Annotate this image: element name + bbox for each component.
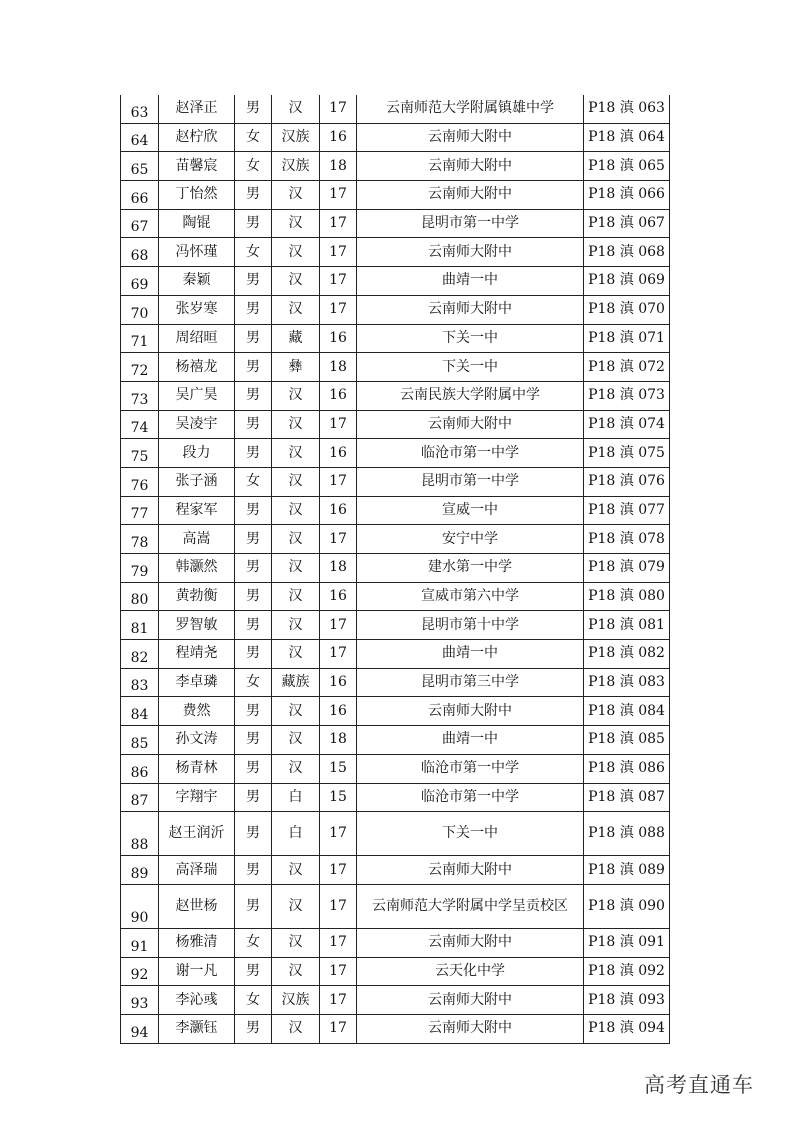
ethnicity-cell: 汉 [272,754,320,783]
name-cell: 陶锟 [159,209,235,238]
ethnicity-cell: 汉 [272,525,320,554]
name-cell: 周绍晅 [159,324,235,353]
age-cell: 18 [320,726,357,755]
school-cell: 宣威一中 [357,496,584,525]
table-row [121,467,670,496]
table-row [121,525,670,554]
age-cell: 17 [320,957,357,986]
row-number-cell: 78 [121,525,159,554]
name-cell: 黄勃衡 [159,582,235,611]
gender-cell: 男 [235,582,272,611]
gender-cell: 男 [235,181,272,210]
ethnicity-cell: 汉 [272,611,320,640]
table-row [121,611,670,640]
school-cell: 云南师大附中 [357,181,584,210]
code-cell: P18 滇 091 [584,928,670,957]
table-row [121,640,670,669]
name-cell: 费然 [159,697,235,726]
school-cell: 宣威市第六中学 [357,582,584,611]
school-cell: 云南师大附中 [357,697,584,726]
gender-cell: 女 [235,668,272,697]
ethnicity-cell: 彝 [272,353,320,382]
row-number-cell: 80 [121,582,159,611]
ethnicity-cell: 汉 [272,439,320,468]
code-cell: P18 滇 090 [584,884,670,928]
ethnicity-cell: 汉 [272,928,320,957]
gender-cell: 男 [235,812,272,856]
roster-body [121,95,670,1043]
age-cell: 18 [320,152,357,181]
school-cell: 云南师大附中 [357,856,584,885]
gender-cell: 男 [235,884,272,928]
age-cell: 17 [320,611,357,640]
code-cell: P18 滇 070 [584,295,670,324]
ethnicity-cell: 藏 [272,324,320,353]
gender-cell: 女 [235,986,272,1015]
school-cell: 曲靖一中 [357,726,584,755]
ethnicity-cell: 汉族 [272,152,320,181]
ethnicity-cell: 汉 [272,957,320,986]
school-cell: 云天化中学 [357,957,584,986]
ethnicity-cell: 汉 [272,640,320,669]
row-number-cell: 89 [121,856,159,885]
age-cell: 17 [320,209,357,238]
age-cell: 16 [320,668,357,697]
name-cell: 谢一凡 [159,957,235,986]
school-cell: 曲靖一中 [357,267,584,296]
code-cell: P18 滇 071 [584,324,670,353]
row-number-cell: 66 [121,181,159,210]
code-cell: P18 滇 094 [584,1014,670,1043]
age-cell: 17 [320,525,357,554]
code-cell: P18 滇 080 [584,582,670,611]
code-cell: P18 滇 086 [584,754,670,783]
ethnicity-cell: 汉 [272,267,320,296]
school-cell: 下关一中 [357,353,584,382]
code-cell: P18 滇 083 [584,668,670,697]
name-cell: 杨雅清 [159,928,235,957]
table-row [121,986,670,1015]
school-cell: 昆明市第一中学 [357,209,584,238]
code-cell: P18 滇 087 [584,783,670,812]
gender-cell: 男 [235,726,272,755]
watermark-text: 高考直通车 [644,1073,754,1097]
gender-cell: 女 [235,238,272,267]
gender-cell: 男 [235,1014,272,1043]
school-cell: 云南师范大学附属镇雄中学 [357,95,584,123]
name-cell: 赵王润沂 [159,812,235,856]
code-cell: P18 滇 079 [584,554,670,583]
ethnicity-cell: 汉族 [272,123,320,152]
table-row [121,697,670,726]
school-cell: 云南师大附中 [357,986,584,1015]
ethnicity-cell: 汉 [272,884,320,928]
gender-cell: 男 [235,410,272,439]
name-cell: 李沁彧 [159,986,235,1015]
row-number-cell: 75 [121,439,159,468]
table-row [121,238,670,267]
table-row [121,295,670,324]
school-cell: 临沧市第一中学 [357,439,584,468]
row-number-cell: 85 [121,726,159,755]
row-number-cell: 92 [121,957,159,986]
table-row [121,181,670,210]
row-number-cell: 91 [121,928,159,957]
name-cell: 吴凌宇 [159,410,235,439]
name-cell: 吴广昊 [159,381,235,410]
name-cell: 程靖尧 [159,640,235,669]
ethnicity-cell: 汉 [272,554,320,583]
age-cell: 17 [320,181,357,210]
code-cell: P18 滇 076 [584,467,670,496]
age-cell: 15 [320,754,357,783]
school-cell: 下关一中 [357,324,584,353]
name-cell: 秦颖 [159,267,235,296]
row-number-cell: 86 [121,754,159,783]
row-number-cell: 68 [121,238,159,267]
gender-cell: 男 [235,554,272,583]
name-cell: 杨禧龙 [159,353,235,382]
name-cell: 丁怡然 [159,181,235,210]
gender-cell: 男 [235,439,272,468]
gender-cell: 男 [235,324,272,353]
row-number-cell: 90 [121,884,159,928]
age-cell: 16 [320,496,357,525]
row-number-cell: 63 [121,95,159,123]
name-cell: 韩灏然 [159,554,235,583]
name-cell: 程家军 [159,496,235,525]
name-cell: 高嵩 [159,525,235,554]
name-cell: 高泽瑞 [159,856,235,885]
row-number-cell: 83 [121,668,159,697]
age-cell: 17 [320,812,357,856]
row-number-cell: 88 [121,812,159,856]
table-row [121,957,670,986]
school-cell: 建水第一中学 [357,554,584,583]
name-cell: 张子涵 [159,467,235,496]
row-number-cell: 76 [121,467,159,496]
school-cell: 云南师大附中 [357,1014,584,1043]
table-row [121,668,670,697]
name-cell: 张岁寒 [159,295,235,324]
gender-cell: 男 [235,611,272,640]
row-number-cell: 67 [121,209,159,238]
code-cell: P18 滇 063 [584,95,670,123]
age-cell: 16 [320,582,357,611]
code-cell: P18 滇 084 [584,697,670,726]
table-row [121,410,670,439]
gender-cell: 男 [235,525,272,554]
age-cell: 17 [320,928,357,957]
ethnicity-cell: 汉 [272,467,320,496]
age-cell: 16 [320,439,357,468]
age-cell: 17 [320,295,357,324]
gender-cell: 男 [235,783,272,812]
name-cell: 赵世杨 [159,884,235,928]
ethnicity-cell: 汉 [272,181,320,210]
table-row [121,439,670,468]
gender-cell: 男 [235,267,272,296]
school-cell: 昆明市第一中学 [357,467,584,496]
row-number-cell: 82 [121,640,159,669]
code-cell: P18 滇 066 [584,181,670,210]
table-row [121,582,670,611]
gender-cell: 男 [235,353,272,382]
school-cell: 云南师大附中 [357,928,584,957]
age-cell: 17 [320,640,357,669]
name-cell: 李灏钰 [159,1014,235,1043]
row-number-cell: 69 [121,267,159,296]
gender-cell: 女 [235,467,272,496]
school-cell: 曲靖一中 [357,640,584,669]
row-number-cell: 81 [121,611,159,640]
row-number-cell: 71 [121,324,159,353]
code-cell: P18 滇 072 [584,353,670,382]
ethnicity-cell: 汉族 [272,986,320,1015]
row-number-cell: 64 [121,123,159,152]
school-cell: 云南民族大学附属中学 [357,381,584,410]
row-number-cell: 93 [121,986,159,1015]
ethnicity-cell: 藏族 [272,668,320,697]
row-number-cell: 74 [121,410,159,439]
table-row [121,856,670,885]
code-cell: P18 滇 069 [584,267,670,296]
code-cell: P18 滇 085 [584,726,670,755]
ethnicity-cell: 汉 [272,209,320,238]
row-number-cell: 79 [121,554,159,583]
name-cell: 字翔宇 [159,783,235,812]
table-row [121,209,670,238]
age-cell: 16 [320,381,357,410]
code-cell: P18 滇 089 [584,856,670,885]
code-cell: P18 滇 077 [584,496,670,525]
code-cell: P18 滇 064 [584,123,670,152]
gender-cell: 女 [235,152,272,181]
age-cell: 17 [320,884,357,928]
code-cell: P18 滇 074 [584,410,670,439]
school-cell: 临沧市第一中学 [357,783,584,812]
ethnicity-cell: 汉 [272,726,320,755]
name-cell: 段力 [159,439,235,468]
table-row [121,353,670,382]
age-cell: 16 [320,697,357,726]
code-cell: P18 滇 078 [584,525,670,554]
code-cell: P18 滇 082 [584,640,670,669]
age-cell: 17 [320,467,357,496]
ethnicity-cell: 汉 [272,697,320,726]
roster-table [120,95,670,1044]
ethnicity-cell: 汉 [272,582,320,611]
ethnicity-cell: 白 [272,812,320,856]
age-cell: 17 [320,267,357,296]
table-row [121,95,670,123]
ethnicity-cell: 汉 [272,295,320,324]
school-cell: 安宁中学 [357,525,584,554]
table-row [121,267,670,296]
gender-cell: 男 [235,496,272,525]
code-cell: P18 滇 081 [584,611,670,640]
ethnicity-cell: 汉 [272,410,320,439]
table-row [121,783,670,812]
name-cell: 杨青林 [159,754,235,783]
table-row [121,884,670,928]
name-cell: 罗智敏 [159,611,235,640]
gender-cell: 男 [235,640,272,669]
row-number-cell: 84 [121,697,159,726]
school-cell: 云南师大附中 [357,152,584,181]
ethnicity-cell: 白 [272,783,320,812]
gender-cell: 女 [235,123,272,152]
table-row [121,152,670,181]
code-cell: P18 滇 088 [584,812,670,856]
school-cell: 云南师大附中 [357,123,584,152]
table-row [121,496,670,525]
name-cell: 赵柠欣 [159,123,235,152]
age-cell: 17 [320,238,357,267]
school-cell: 昆明市第三中学 [357,668,584,697]
school-cell: 云南师大附中 [357,238,584,267]
gender-cell: 男 [235,209,272,238]
ethnicity-cell: 汉 [272,856,320,885]
code-cell: P18 滇 065 [584,152,670,181]
age-cell: 17 [320,1014,357,1043]
school-cell: 云南师大附中 [357,295,584,324]
age-cell: 15 [320,783,357,812]
name-cell: 赵泽正 [159,95,235,123]
table-row [121,123,670,152]
age-cell: 18 [320,353,357,382]
ethnicity-cell: 汉 [272,238,320,267]
row-number-cell: 70 [121,295,159,324]
name-cell: 冯怀瑾 [159,238,235,267]
gender-cell: 男 [235,957,272,986]
school-cell: 临沧市第一中学 [357,754,584,783]
row-number-cell: 73 [121,381,159,410]
table-row [121,928,670,957]
row-number-cell: 72 [121,353,159,382]
row-number-cell: 77 [121,496,159,525]
ethnicity-cell: 汉 [272,95,320,123]
name-cell: 李卓璘 [159,668,235,697]
table-row [121,381,670,410]
age-cell: 18 [320,554,357,583]
table-row [121,324,670,353]
table-row [121,554,670,583]
age-cell: 16 [320,123,357,152]
gender-cell: 男 [235,856,272,885]
table-row [121,754,670,783]
table-row [121,812,670,856]
code-cell: P18 滇 068 [584,238,670,267]
table-row [121,1014,670,1043]
ethnicity-cell: 汉 [272,1014,320,1043]
school-cell: 云南师大附中 [357,410,584,439]
ethnicity-cell: 汉 [272,496,320,525]
table-row [121,726,670,755]
age-cell: 17 [320,856,357,885]
row-number-cell: 65 [121,152,159,181]
gender-cell: 男 [235,697,272,726]
name-cell: 苗馨宸 [159,152,235,181]
school-cell: 昆明市第十中学 [357,611,584,640]
name-cell: 孙文涛 [159,726,235,755]
gender-cell: 男 [235,381,272,410]
code-cell: P18 滇 093 [584,986,670,1015]
row-number-cell: 94 [121,1014,159,1043]
code-cell: P18 滇 073 [584,381,670,410]
code-cell: P18 滇 075 [584,439,670,468]
gender-cell: 男 [235,754,272,783]
row-number-cell: 87 [121,783,159,812]
ethnicity-cell: 汉 [272,381,320,410]
age-cell: 17 [320,95,357,123]
school-cell: 云南师范大学附属中学呈贡校区 [357,884,584,928]
school-cell: 下关一中 [357,812,584,856]
age-cell: 17 [320,410,357,439]
gender-cell: 女 [235,928,272,957]
code-cell: P18 滇 067 [584,209,670,238]
gender-cell: 男 [235,295,272,324]
age-cell: 17 [320,986,357,1015]
gender-cell: 男 [235,95,272,123]
age-cell: 16 [320,324,357,353]
code-cell: P18 滇 092 [584,957,670,986]
